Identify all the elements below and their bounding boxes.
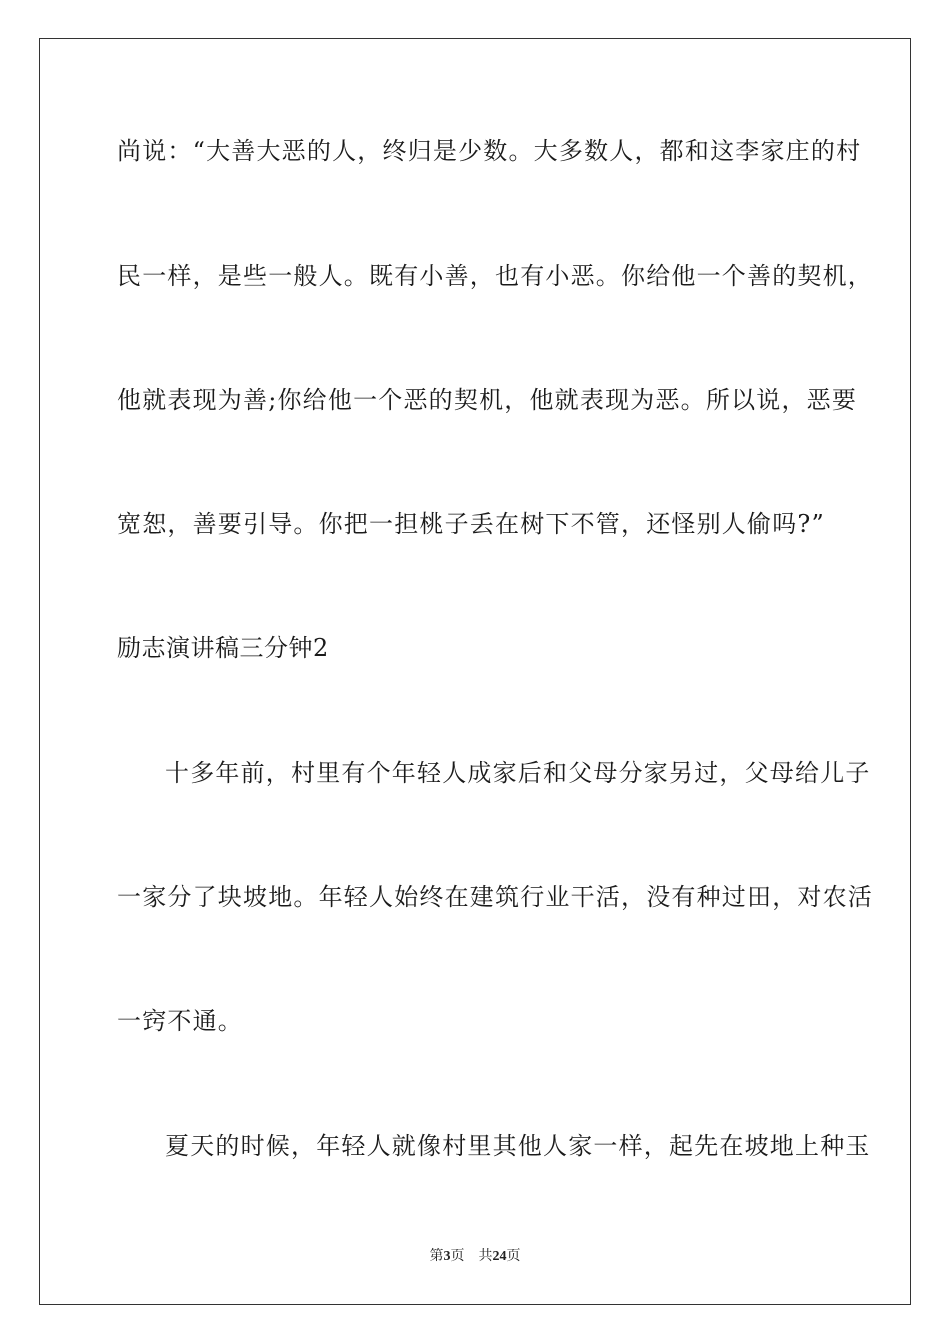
section-heading: 励志演讲稿三分钟2	[117, 634, 329, 662]
page-border	[39, 38, 911, 1305]
footer-page-number: 3	[443, 1249, 451, 1264]
footer-total-pages: 24	[492, 1249, 507, 1264]
body-line-6: 十多年前，村里有个年轻人成家后和父母分家另过，父母给儿子	[165, 759, 871, 787]
body-line-1: 尚说：“大善大恶的人，终归是少数。大多数人，都和这李家庄的村	[117, 137, 862, 165]
footer-page-prefix: 第	[429, 1249, 444, 1264]
body-line-8: 一窍不通。	[117, 1007, 243, 1035]
page-footer	[0, 1248, 950, 1266]
body-line-7: 一家分了块坡地。年轻人始终在建筑行业干活，没有种过田，对农活	[117, 883, 873, 911]
body-line-2: 民一样，是些一般人。既有小善，也有小恶。你给他一个善的契机，	[117, 262, 873, 290]
footer-total-suffix: 页	[506, 1249, 521, 1264]
footer-total-prefix: 共	[478, 1249, 493, 1264]
footer-page-suffix: 页	[450, 1249, 465, 1264]
body-line-3: 他就表现为善;你给他一个恶的契机，他就表现为恶。所以说，恶要	[117, 386, 858, 414]
body-line-4: 宽恕，善要引导。你把一担桃子丢在树下不管，还怪别人偷吗?”	[117, 510, 825, 538]
body-line-9: 夏天的时候，年轻人就像村里其他人家一样，起先在坡地上种玉	[165, 1132, 871, 1160]
